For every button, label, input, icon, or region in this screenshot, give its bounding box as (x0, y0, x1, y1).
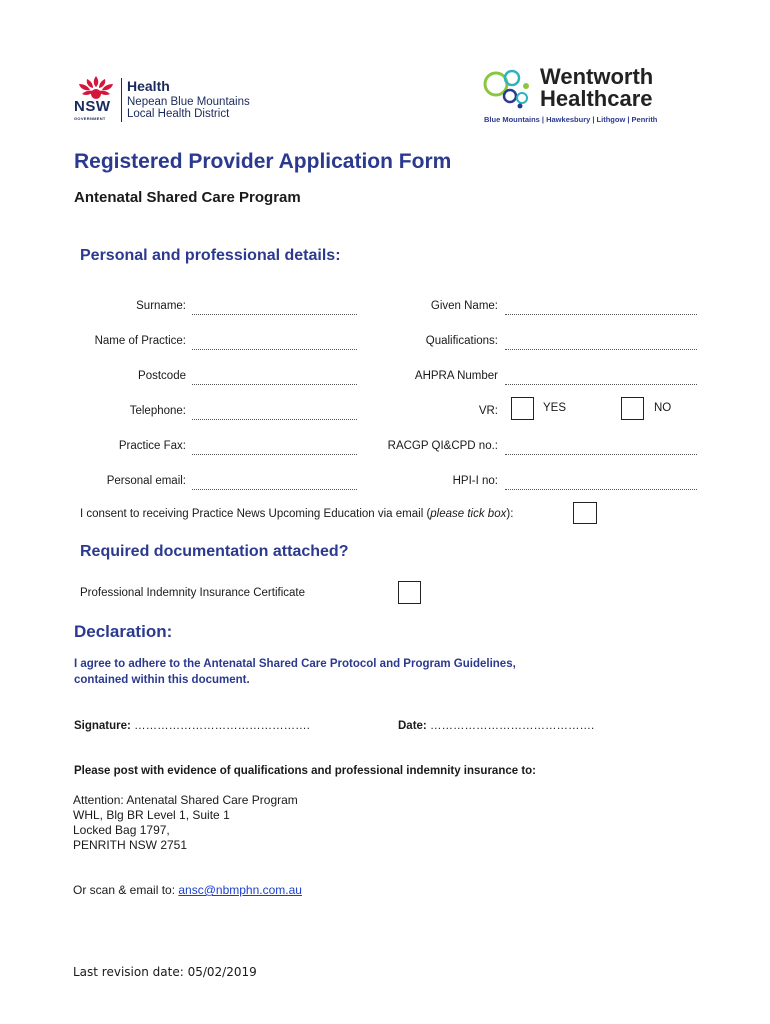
wentworth-circles-icon (482, 66, 538, 110)
email-prefix: Or scan & email to: (73, 883, 179, 897)
date-row (398, 720, 594, 732)
racgp-field[interactable] (505, 454, 697, 455)
documentation-heading: Required documentation attached? (80, 543, 349, 560)
vr-no-label: NO (654, 402, 672, 414)
address-line-4: PENRITH NSW 2751 (73, 838, 188, 852)
surname-label: Surname: (136, 300, 186, 312)
hpi-field[interactable] (505, 489, 697, 490)
date-field[interactable]: ……………………………………. (429, 720, 595, 732)
personal-email-label: Personal email: (106, 475, 186, 487)
given-name-field[interactable] (505, 314, 697, 315)
postcode-field[interactable] (192, 384, 357, 385)
nsw-government-text: GOVERNMENT (74, 116, 106, 121)
district-line-2: Local Health District (127, 108, 230, 120)
form-subtitle: Antenatal Shared Care Program (74, 189, 301, 206)
regions-text: Blue Mountains | Hawkesbury | Lithgow | Penrith (484, 115, 658, 124)
consent-italic: please tick box (430, 508, 507, 520)
telephone-field[interactable] (192, 419, 357, 420)
postcode-label: Postcode (138, 370, 186, 382)
practice-name-field[interactable] (192, 349, 357, 350)
vr-label: VR: (478, 405, 498, 417)
racgp-label: RACGP QI&CPD no.: (387, 440, 498, 452)
practice-fax-field[interactable] (192, 454, 357, 455)
personal-details-heading: Personal and professional details: (80, 247, 341, 264)
health-text: Health (127, 78, 170, 94)
practice-fax-label: Practice Fax: (118, 440, 186, 452)
address-line-2: WHL, Blg BR Level 1, Suite 1 (73, 808, 230, 822)
consent-text (80, 508, 513, 520)
telephone-label: Telephone: (129, 405, 186, 417)
ahpra-number-label: AHPRA Number (414, 370, 498, 382)
postal-address (73, 793, 298, 853)
nsw-wordmark: NSW (74, 98, 111, 115)
vr-no-checkbox[interactable] (621, 397, 644, 420)
consent-main: I consent to receiving Practice News Upcoming Education via email ( (80, 508, 431, 520)
logo-divider (121, 78, 122, 122)
address-line-3: Locked Bag 1797, (73, 823, 170, 837)
ahpra-number-field[interactable] (505, 384, 697, 385)
qualifications-label: Qualifications: (425, 335, 498, 347)
declaration-line-1: I agree to adhere to the Antenatal Shared Care Protocol and Program Guidelines, (74, 658, 516, 670)
practice-name-label: Name of Practice: (94, 335, 186, 347)
signature-label: Signature: (74, 720, 131, 732)
address-line-1: Attention: Antenatal Shared Care Program (73, 793, 298, 807)
signature-row (74, 720, 310, 732)
wentworth-healthcare-wordmark (540, 66, 653, 110)
declaration-heading: Declaration: (74, 622, 173, 641)
healthcare-text: Healthcare (540, 86, 653, 111)
email-row (73, 883, 302, 898)
postal-instruction: Please post with evidence of qualifications and professional indemnity insurance to: (74, 765, 537, 777)
pii-label: Professional Indemnity Insurance Certificate (80, 587, 305, 599)
wentworth-healthcare-logo (482, 66, 702, 128)
form-title: Registered Provider Application Form (74, 150, 452, 173)
date-label: Date: (398, 720, 427, 732)
given-name-label: Given Name: (430, 300, 498, 312)
revision-date: Last revision date: 05/02/2019 (73, 965, 257, 979)
declaration-line-2: contained within this document. (74, 674, 250, 686)
signature-field[interactable]: ………………………………………. (134, 720, 310, 732)
wentworth-text: Wentworth (540, 64, 654, 89)
consent-end: ): (506, 508, 514, 520)
consent-checkbox[interactable] (573, 502, 597, 524)
waratah-icon (74, 74, 118, 100)
vr-yes-label: YES (543, 402, 567, 414)
hpi-label: HPI-I no: (452, 475, 498, 487)
district-text (127, 96, 277, 120)
nsw-health-logo (74, 74, 274, 122)
personal-email-field[interactable] (192, 489, 357, 490)
email-link[interactable]: ansc@nbmphn.com.au (178, 883, 302, 897)
vr-yes-checkbox[interactable] (511, 397, 534, 420)
district-line-1: Nepean Blue Mountains (127, 96, 250, 108)
pii-checkbox[interactable] (398, 581, 421, 604)
qualifications-field[interactable] (505, 349, 697, 350)
surname-field[interactable] (192, 314, 357, 315)
declaration-text (74, 656, 516, 688)
